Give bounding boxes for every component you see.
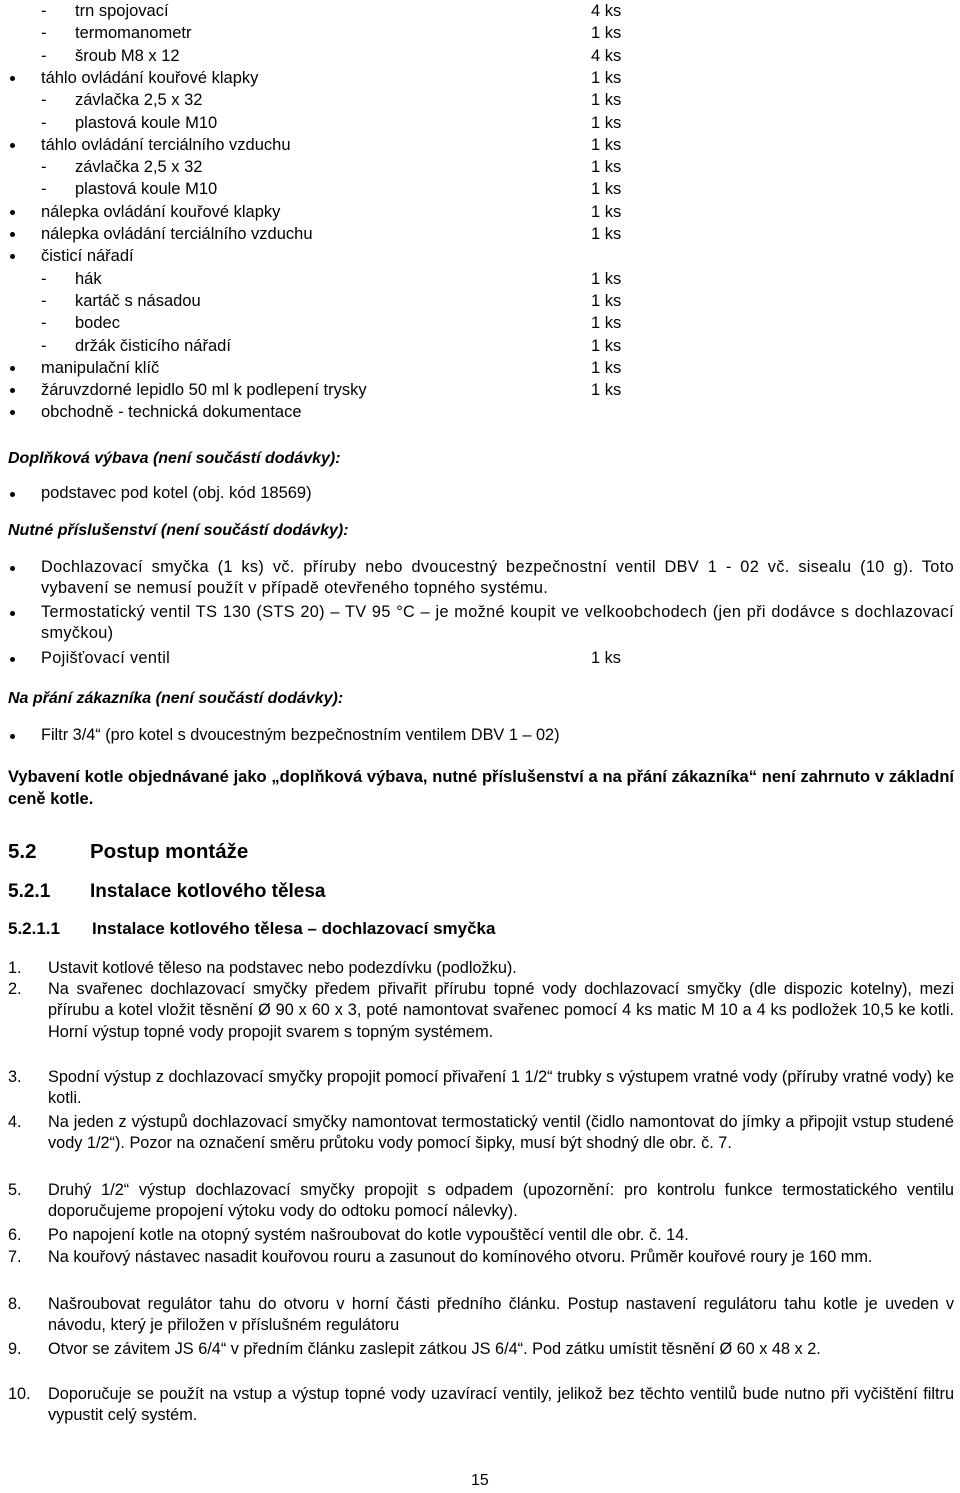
parts-list-item <box>0 312 960 335</box>
parts-list-qty: 4 ks <box>591 46 622 65</box>
parts-list-item <box>0 67 960 90</box>
subsection-title: Instalace kotlového tělesa <box>90 881 326 902</box>
customer-item: Filtr 3/4“ (pro kotel s dvoucestným bezpečnostním ventilem DBV 1 – 02) <box>41 726 560 744</box>
section-title: Postup montáže <box>90 840 249 863</box>
parts-list-qty: 1 ks <box>591 202 622 221</box>
required-item: Termostatický ventil TS 130 (STS 20) – TV 95 °C – je možné koupit ve velkoobchodech (jen při dodávce s dochlazovací smyčkou) <box>41 603 954 643</box>
bullet-icon <box>10 210 15 215</box>
step-number: 10. <box>8 1385 31 1403</box>
step-text: Doporučuje se použít na vstup a výstup topné vody uzavírací ventily, jelikož bez těchto ventilů bude nutno při vyčištění filtru vypustit celý systém. <box>48 1385 954 1425</box>
bullet-icon <box>10 492 15 497</box>
parts-list-label: táhlo ovládání kouřové klapky <box>41 68 259 87</box>
page-number: 15 <box>471 1472 489 1489</box>
dash-marker: - <box>41 24 47 43</box>
bullet-icon <box>10 76 15 81</box>
step-text: Na svařenec dochlazovací smyčky předem přivařit přírubu topné vody dochlazovací smyčky (dle dispozic kotelny), mezi přírubu a kotel vložit těsnění Ø 90 x 60 x 3, poté namontovat svařenec pomocí 4 ks matic M 10 a 4 ks podložek 10,5 ke kotli. Horní výstup topné vody propojit svarem s topným systémem. <box>48 980 954 1041</box>
optional-heading: Doplňková výbava (není součástí dodávky): <box>8 450 341 467</box>
bullet-icon <box>10 657 15 662</box>
step-text: Ustavit kotlové těleso na podstavec nebo podezdívku (podložku). <box>48 959 517 977</box>
parts-list-label: nálepka ovládání kouřové klapky <box>41 202 281 221</box>
parts-list-qty: 1 ks <box>591 91 622 110</box>
bullet-icon <box>10 611 15 616</box>
bullet-icon <box>10 254 15 259</box>
parts-list-label: šroub M8 x 12 <box>75 46 180 65</box>
dash-marker: - <box>41 2 47 20</box>
parts-list-qty: 1 ks <box>591 68 622 87</box>
dash-marker: - <box>41 180 47 199</box>
parts-list-qty: 1 ks <box>591 135 622 154</box>
parts-list-label: bodec <box>75 314 120 333</box>
bullet-icon <box>10 232 15 237</box>
parts-list-item <box>0 45 960 68</box>
dash-marker: - <box>41 113 47 132</box>
parts-list-label: závlačka 2,5 x 32 <box>75 158 203 177</box>
parts-list-qty: 1 ks <box>591 24 622 43</box>
parts-list-qty: 1 ks <box>591 158 622 177</box>
parts-list-item <box>0 379 960 402</box>
parts-list-label: termomanometr <box>75 24 192 43</box>
parts-list-item <box>0 22 960 45</box>
bullet-icon <box>10 566 15 571</box>
optional-item: podstavec pod kotel (obj. kód 18569) <box>41 484 312 502</box>
parts-list-label: držák čisticího nářadí <box>75 336 231 355</box>
parts-list-qty: 1 ks <box>591 269 622 288</box>
step-number: 2. <box>8 980 22 998</box>
parts-list-item <box>0 357 960 380</box>
step-text: Druhý 1/2“ výstup dochlazovací smyčky propojit s odpadem (upozornění: pro kontrolu funkce termostatického ventilu doporučujeme propojení výtoku vody do odtoku pomocí nálevky). <box>48 1181 954 1221</box>
parts-list-qty: 1 ks <box>591 225 622 243</box>
parts-list-item <box>0 245 960 268</box>
step-number: 7. <box>8 1248 22 1266</box>
step-number: 8. <box>8 1295 22 1313</box>
parts-list-qty: 4 ks <box>591 2 622 20</box>
parts-list-qty: 1 ks <box>591 314 622 333</box>
parts-list-item <box>0 134 960 157</box>
bullet-icon <box>10 410 15 415</box>
required-heading: Nutné příslušenství (není součástí dodávky): <box>8 522 349 539</box>
parts-list-qty: 1 ks <box>591 381 622 400</box>
parts-list-label: plastová koule M10 <box>75 113 218 132</box>
parts-list-label: táhlo ovládání terciálního vzduchu <box>41 135 291 154</box>
parts-list-item <box>0 335 960 358</box>
bullet-icon <box>10 734 15 739</box>
step-number: 1. <box>8 959 22 977</box>
step-number: 4. <box>8 1113 22 1131</box>
parts-list-item <box>0 401 960 424</box>
bullet-icon <box>10 366 15 371</box>
parts-list-qty: 1 ks <box>591 336 622 355</box>
step-number: 9. <box>8 1340 22 1358</box>
step-text: Spodní výstup z dochlazovací smyčky propojit pomocí přivaření 1 1/2“ trubky s výstupem vratné vody (příruby vratné vody) ke kotli. <box>48 1068 954 1108</box>
step-number: 6. <box>8 1226 22 1244</box>
subsubsection-title: Instalace kotlového tělesa – dochlazovací smyčka <box>92 919 496 938</box>
parts-list-qty: 1 ks <box>591 180 622 199</box>
step-text: Otvor se závitem JS 6/4“ v předním článku zaslepit zátkou JS 6/4“. Pod zátku umístit těsnění Ø 60 x 48 x 2. <box>48 1340 821 1358</box>
subsection-number: 5.2.1 <box>8 881 51 902</box>
parts-list-item <box>0 290 960 313</box>
parts-list-qty: 1 ks <box>591 113 622 132</box>
parts-list-item <box>0 156 960 179</box>
step-text: Na jeden z výstupů dochlazovací smyčky namontovat termostatický ventil (čidlo namontovat do jímky a připojit vstup studené vody 1/2“). Pozor na označení směru průtoku vody pomocí šipky, musí být shodný dle obr. č. 7. <box>48 1113 954 1153</box>
bullet-icon <box>10 143 15 148</box>
dash-marker: - <box>41 269 47 288</box>
bullet-icon <box>10 388 15 393</box>
parts-list-item <box>0 178 960 201</box>
subsubsection-number: 5.2.1.1 <box>8 919 60 938</box>
parts-list-label: hák <box>75 269 102 288</box>
parts-list-item <box>0 89 960 112</box>
parts-list-qty: 1 ks <box>591 291 622 310</box>
step-text: Našroubovat regulátor tahu do otvoru v horní části předního článku. Postup nastavení regulátoru tahu kotle je uveden v návodu, který je přiložen v příslušném regulátoru <box>48 1295 954 1335</box>
step-number: 3. <box>8 1068 22 1086</box>
section-number: 5.2 <box>8 840 37 863</box>
parts-list-label: kartáč s násadou <box>75 291 201 310</box>
dash-marker: - <box>41 314 47 333</box>
required-item: Dochlazovací smyčka (1 ks) vč. příruby nebo dvoucestný bezpečnostní ventil DBV 1 - 02 vč. sisealu (10 g). Toto vybavení se nemusí použít v případě otevřeného topného systému. <box>41 558 954 598</box>
parts-list-label: závlačka 2,5 x 32 <box>75 91 203 110</box>
step-text: Po napojení kotle na otopný systém našroubovat do kotle vypouštěcí ventil dle obr. č. 14. <box>48 1226 689 1244</box>
step-text: Na kouřový nástavec nasadit kouřovou rouru a zasunout do komínového otvoru. Průměr kouřové roury je 160 mm. <box>48 1248 873 1266</box>
parts-list-item <box>0 268 960 291</box>
dash-marker: - <box>41 158 47 177</box>
step-number: 5. <box>8 1181 22 1199</box>
required-item-qty: 1 ks <box>591 649 621 667</box>
parts-list-label: nálepka ovládání terciálního vzduchu <box>41 225 313 243</box>
parts-list-label: žáruvzdorné lepidlo 50 ml k podlepení trysky <box>41 381 367 400</box>
dash-marker: - <box>41 91 47 110</box>
customer-heading: Na přání zákazníka (není součástí dodávky): <box>8 690 344 707</box>
parts-list-label: obchodně - technická dokumentace <box>41 403 302 422</box>
required-item: Pojišťovací ventil <box>41 649 171 667</box>
parts-list-qty: 1 ks <box>591 358 622 377</box>
parts-list-label: čisticí nářadí <box>41 247 134 266</box>
dash-marker: - <box>41 336 47 355</box>
parts-list-label: manipulační klíč <box>41 358 160 377</box>
parts-list-item <box>0 201 960 224</box>
parts-list-item <box>0 0 960 23</box>
parts-list-label: trn spojovací <box>75 2 169 20</box>
note-paragraph: Vybavení kotle objednávané jako „doplňková výbava, nutné příslušenství a na přání zákazníka“ není zahrnuto v základní ceně kotle. <box>8 768 954 808</box>
parts-list-item <box>0 223 960 246</box>
dash-marker: - <box>41 291 47 310</box>
dash-marker: - <box>41 46 47 65</box>
parts-list-label: plastová koule M10 <box>75 180 218 199</box>
parts-list-item <box>0 112 960 135</box>
